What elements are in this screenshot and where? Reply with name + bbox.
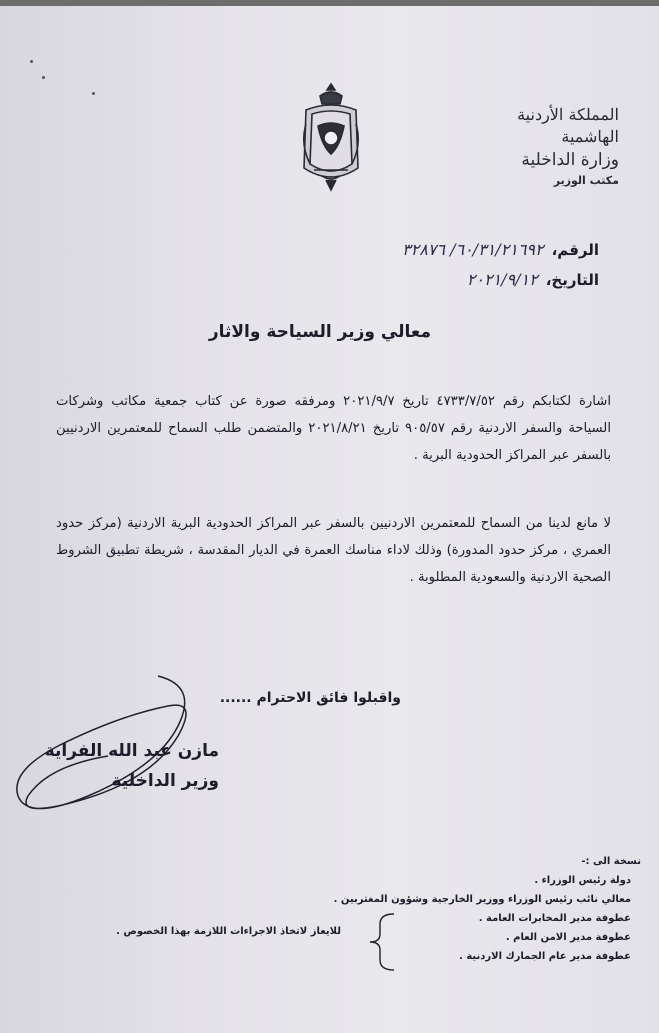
reference-number-value: ٦٠/٣١/٢١٦٩٢/ ٣٢٨٧٦ [402,240,544,259]
copy-recipient: عطوفة مدير عام الجمارك الاردنية . [459,951,631,962]
brace-icon [344,912,404,972]
copies-label: نسخة الى :- [581,856,641,867]
reference-date-value: ٢٠٢١/٩/١٢ [466,270,538,289]
closing-line: واقبلوا فائق الاحترام ...... [219,690,401,706]
salutation: معالي وزير السياحة والاثار [208,322,431,342]
copy-recipient: عطوفة مدير الامن العام . [505,932,631,943]
copy-recipient: عطوفة مدير المخابرات العامة . [478,913,631,924]
office-name: مكتب الوزير [553,174,619,187]
signer-block [45,736,219,796]
body-paragraph: لا مانع لدينا من السماح للمعتمرين الاردنيين بالسفر عبر المراكز الحدودية البرية الاردنية (مركز حدود العمري ، مركز حدود المدورة) وذلك لاداء مناسك العمرة في الديار المقدسة ، شريطة تطبيق الشروط الصحية الاردنية والسعودية المطلوبة . [56,516,611,585]
reference-date-row [269,270,599,289]
signer-title: وزير الداخلية [111,771,219,791]
copy-recipient: دولة رئيس الوزراء . [534,875,631,886]
copies-note: للايعاز لاتخاذ الاجراءات اللازمة بهذا الخصوص . [116,926,341,937]
ministry-name: وزارة الداخلية [521,150,619,170]
reference-date-label: التاريخ، [545,271,599,289]
body-paragraph: اشارة لكتابكم رقم ٤٧٣٣/٧/٥٢ تاريخ ٢٠٢١/٩/٧ ومرفقه صورة عن كتاب جمعية مكاتب وشركات السياحة والسفر الاردنية رقم ٩٠٥/٥٧ تاريخ ٢٠٢١/٨/٢١ والمتضمن طلب السماح للمعتمرين الاردنيين بالسفر عبر المراكز الحدودية البرية . [56,394,612,463]
paper-speck [30,60,33,63]
reference-number-label: الرقم، [551,241,599,259]
reference-number-row [269,240,599,259]
paper-speck [92,92,95,95]
kingdom-name: المملكة الأردنية الهاشمية [517,105,619,146]
paper-speck [42,76,45,79]
coat-of-arms-icon [298,80,364,198]
copy-recipient: معالي نائب رئيس الوزراء ووزير الخارجية وشؤون المغتربين . [333,894,631,905]
letterhead [469,104,619,187]
signer-name: مازن عبد الله الفراية [44,741,219,761]
